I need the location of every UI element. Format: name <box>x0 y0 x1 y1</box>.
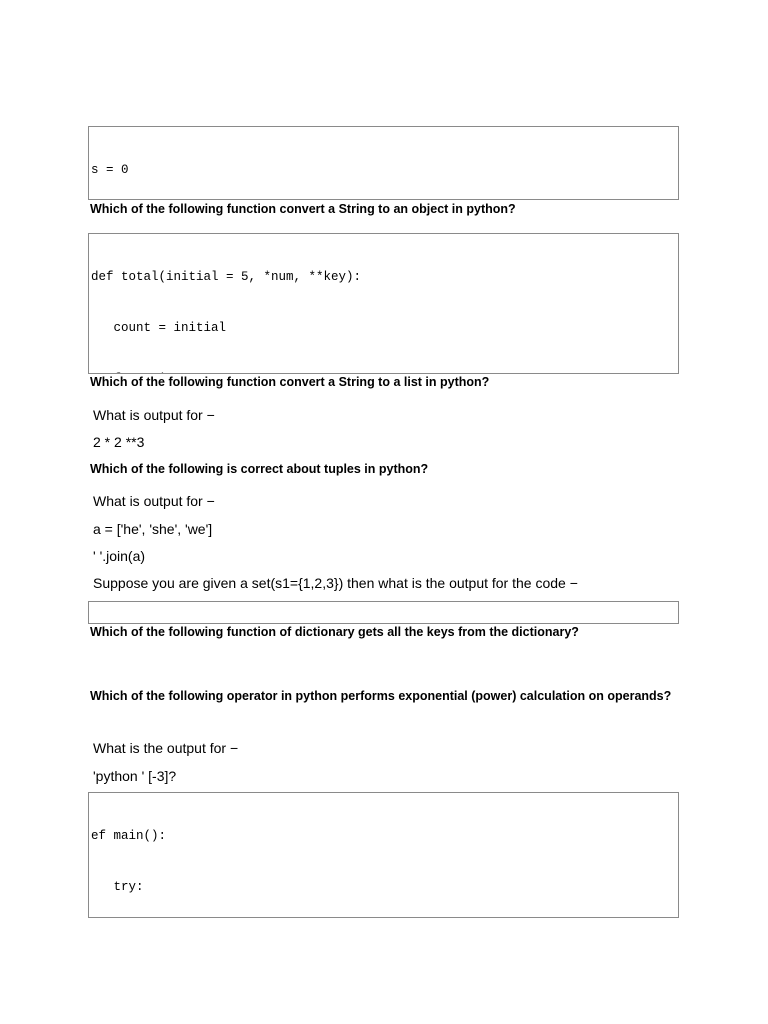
code-block-3 <box>88 601 679 624</box>
code-line: def total(initial = 5, *num, **key): <box>91 270 362 284</box>
code-line: s = 0 <box>91 163 129 177</box>
question-4: Which of the following function of dictionary gets all the keys from the dictionary? <box>90 625 579 639</box>
paragraph-what-is-output: What is output for − <box>93 407 215 423</box>
code-block-2 <box>88 233 679 374</box>
question-3: Which of the following is correct about tuples in python? <box>90 462 429 476</box>
paragraph-index-expression: 'python ' [-3]? <box>93 768 177 784</box>
paragraph-set-question: Suppose you are given a set(s1={1,2,3}) then what is the output for the code − <box>93 575 578 591</box>
paragraph-what-is-output: What is output for − <box>93 493 215 509</box>
code-block-4 <box>88 792 679 918</box>
question-2: Which of the following function convert a String to a list in python? <box>90 375 490 389</box>
paragraph-join-expression: ' '.join(a) <box>93 548 146 564</box>
question-1: Which of the following function convert a String to an object in python? <box>90 202 516 216</box>
code-line: count = initial <box>91 321 227 335</box>
paragraph-what-is-the-output: What is the output for − <box>93 740 239 756</box>
paragraph-expression: 2 * 2 **3 <box>93 434 145 450</box>
code-line: try: <box>91 880 144 894</box>
code-line: ef main(): <box>91 829 167 843</box>
question-5: Which of the following operator in python performs exponential (power) calculation on operands? <box>90 689 672 703</box>
paragraph-list-assignment: a = ['he', 'she', 'we'] <box>93 521 213 537</box>
code-block-1 <box>88 126 679 200</box>
